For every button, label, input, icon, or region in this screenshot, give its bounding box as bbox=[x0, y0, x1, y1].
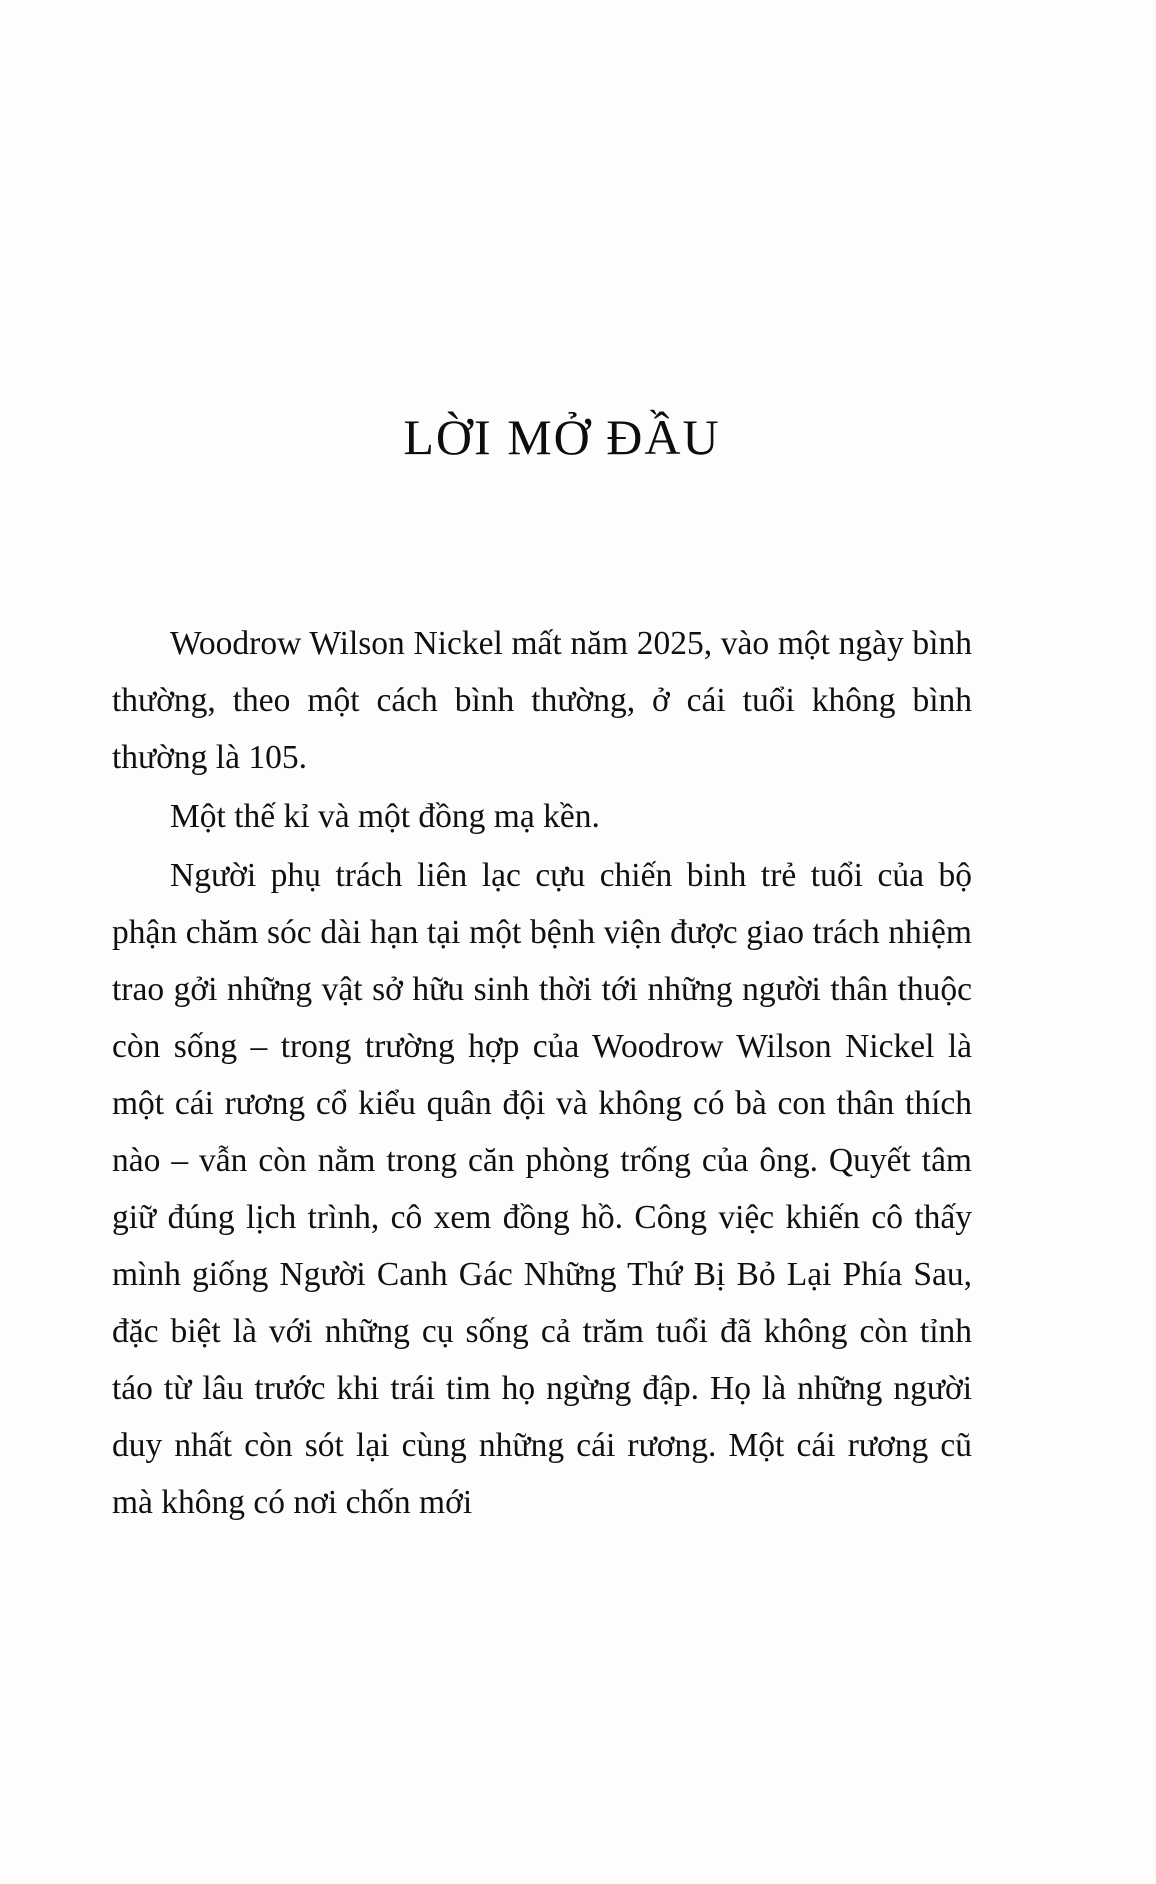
paragraph: Woodrow Wilson Nickel mất năm 2025, vào một ngày bình thường, theo một cách bình thường, ở cái tuổi không bình thường là 105. bbox=[112, 625, 972, 776]
page-text-column bbox=[112, 0, 1012, 1884]
chapter-title: LỜI MỞ ĐẦU bbox=[403, 409, 721, 465]
body-text bbox=[112, 615, 972, 1531]
paragraph: Một thế kỉ và một đồng mạ kền. bbox=[170, 798, 600, 835]
paragraph: Người phụ trách liên lạc cựu chiến binh trẻ tuổi của bộ phận chăm sóc dài hạn tại một bệnh viện được giao trách nhiệm trao gởi những vật sở hữu sinh thời tới những người thân thuộc còn sống – trong trường hợp của Woodrow Wilson Nickel là một cái rương cổ kiểu quân đội và không có bà con thân thích nào – vẫn còn nằm trong căn phòng trống của ông. Quyết tâm giữ đúng lịch trình, cô xem đồng hồ. Công việc khiến cô thấy mình giống Người Canh Gác Những Thứ Bị Bỏ Lại Phía Sau, đặc biệt là với những cụ sống cả trăm tuổi đã không còn tỉnh táo từ lâu trước khi trái tim họ ngừng đập. Họ là những người duy nhất còn sót lại cùng những cái rương. Một cái rương cũ mà không có nơi chốn mới bbox=[112, 857, 972, 1521]
